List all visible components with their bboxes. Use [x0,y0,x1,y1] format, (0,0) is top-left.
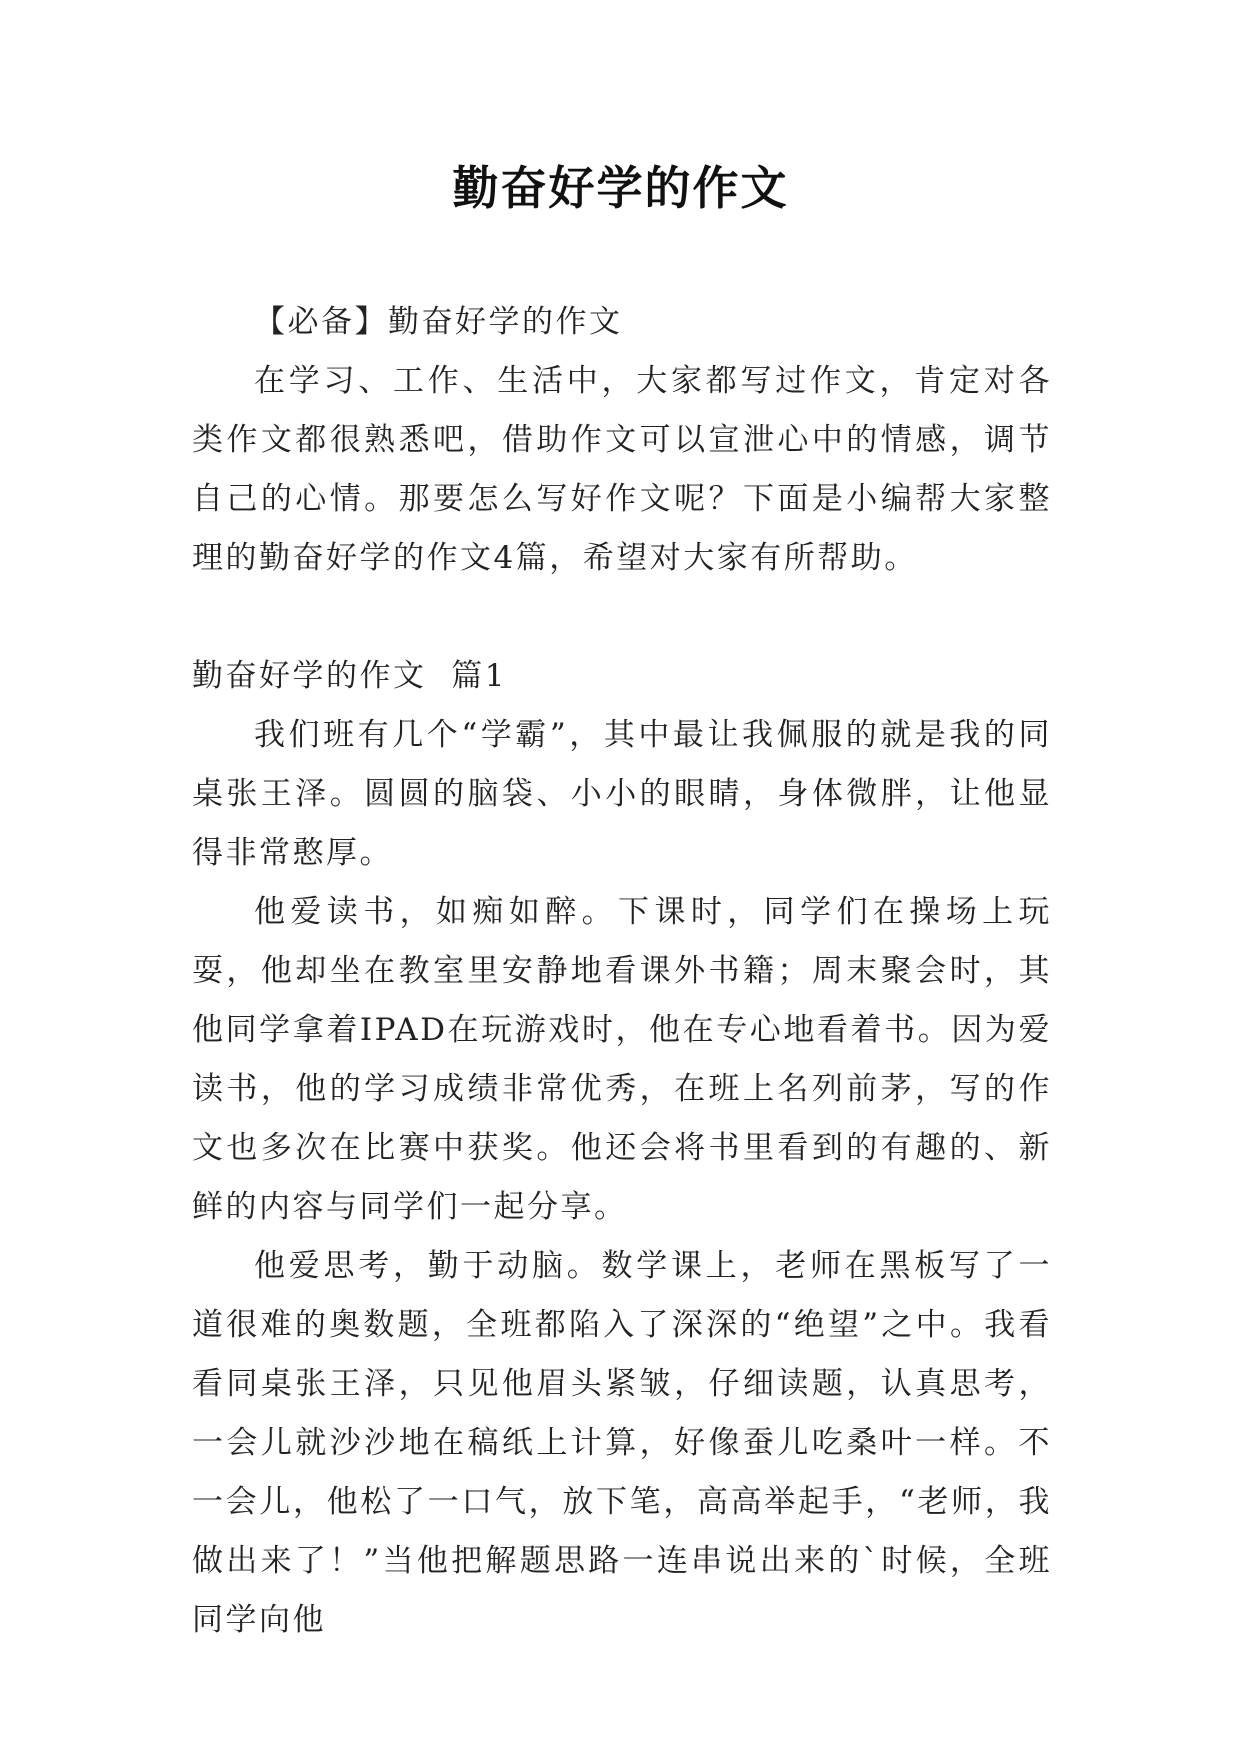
document-body [192,293,1052,1650]
document-title: 勤奋好学的作文 [452,161,789,215]
section-spacer [192,588,1052,647]
body-paragraph-3: 他爱思考，勤于动脑。数学课上，老师在黑板写了一道很难的奥数题，全班都陷入了深深的“绝望”之中。我看看同桌张王泽，只见他眉头紧皱，仔细读题，认真思考，一会儿就沙沙地在稿纸上计算，好像蚕儿吃桑叶一样。不一会儿，他松了一口气，放下笔，高高举起手，“老师，我做出来了！”当他把解题思路一连串说出来的`时候，全班同学向他 [192,1248,1052,1638]
body-paragraph-1: 我们班有几个“学霸”，其中最让我佩服的就是我的同桌张王泽。圆圆的脑袋、小小的眼睛，身体微胖，让他显得非常憨厚。 [192,717,1052,871]
section-heading: 勤奋好学的作文 篇1 [192,658,507,694]
document-subtitle: 【必备】勤奋好学的作文 [254,304,623,340]
body-paragraph-2: 他爱读书，如痴如醉。下课时，同学们在操场上玩耍，他却坐在教室里安静地看课外书籍；周末聚会时，其他同学拿着IPAD在玩游戏时，他在专心地看着书。因为爱读书，他的学习成绩非常优秀，在班上名列前茅，写的作文也多次在比赛中获奖。他还会将书里看到的有趣的、新鲜的内容与同学们一起分享。 [192,894,1052,1225]
intro-paragraph: 在学习、工作、生活中，大家都写过作文，肯定对各类作文都很熟悉吧，借助作文可以宣泄心中的情感，调节自己的心情。那要怎么写好作文呢？下面是小编帮大家整理的勤奋好学的作文4篇，希望对大家有所帮助。 [192,363,1052,576]
